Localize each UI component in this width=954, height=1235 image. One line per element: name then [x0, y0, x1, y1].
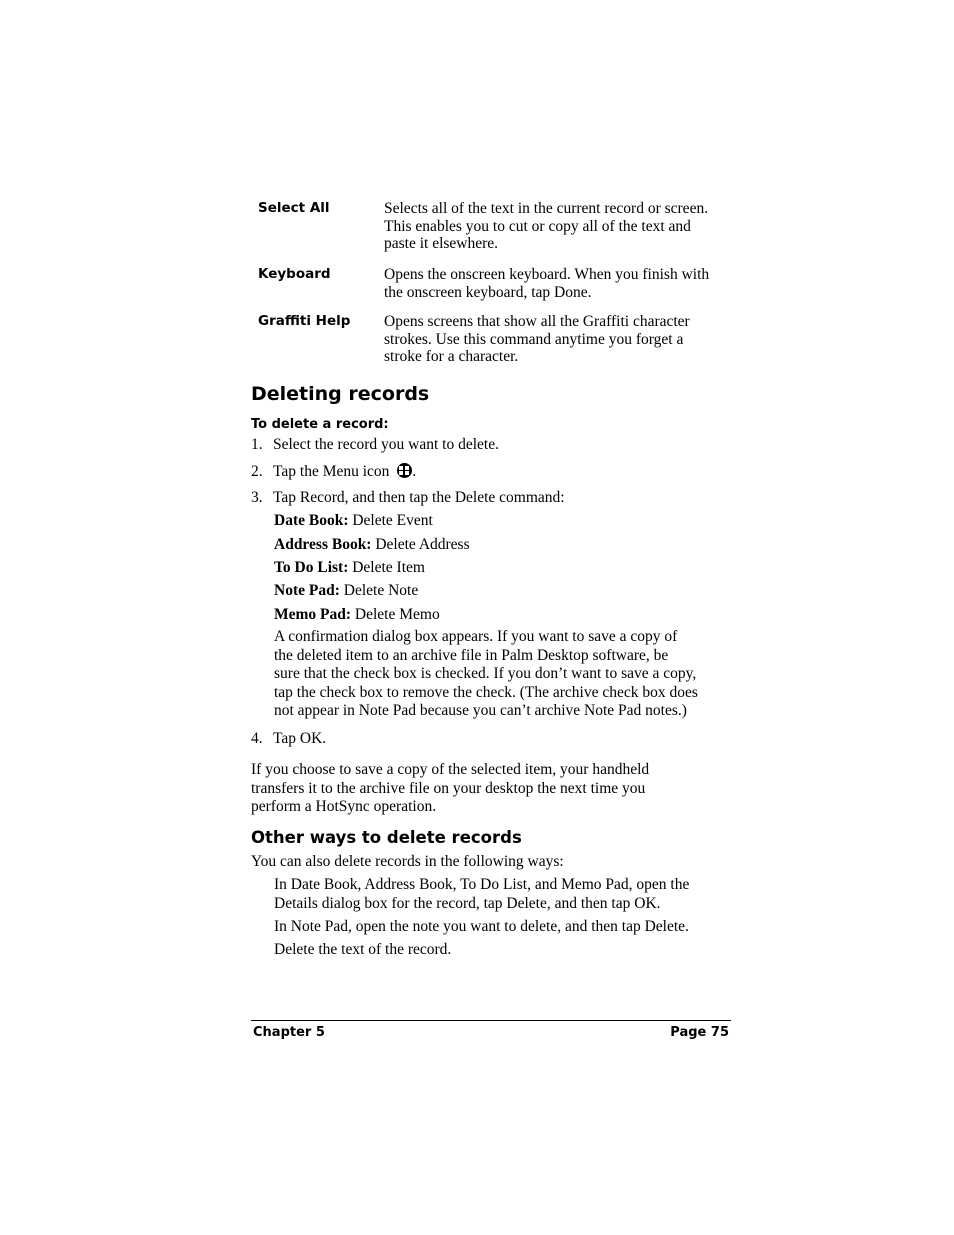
text-line: In Date Book, Address Book, To Do List, and Memo Pad, open the [274, 876, 690, 893]
delete-command-date-book [274, 512, 433, 530]
delete-command-address-book [274, 536, 470, 554]
desc-select-all: Selects all of the text in the current record or screen. This enables you to cut or copy all of the text and paste it elsewhere. [384, 200, 709, 252]
command-name: Delete Note [343, 582, 419, 599]
footer-rule [251, 1020, 731, 1021]
menu-icon [397, 463, 412, 478]
app-name: To Do List: [274, 559, 349, 576]
desc-graffiti-help: Opens screens that show all the Graffiti character strokes. Use this command anytime you forget a stroke for a character. [384, 313, 690, 365]
desc-keyboard: Opens the onscreen keyboard. When you finish with the onscreen keyboard, tap Done. [384, 266, 710, 301]
step-text: Tap Record, and then tap the Delete command: [273, 489, 565, 506]
command-name: Delete Item [352, 559, 425, 576]
section-heading: Deleting records [251, 383, 430, 405]
other-way-item-1 [274, 876, 689, 913]
step-number: 2. [251, 463, 263, 480]
step-number: 1. [251, 436, 263, 453]
procedure-heading: To delete a record: [251, 417, 389, 432]
footer-chapter: Chapter 5 [253, 1025, 325, 1040]
delete-command-to-do-list [274, 559, 425, 577]
step-text: Select the record you want to delete. [273, 436, 499, 453]
footer-page-number: Page 75 [670, 1025, 729, 1040]
term-keyboard: Keyboard [258, 266, 331, 282]
archive-paragraph [251, 761, 649, 817]
text-line: A confirmation dialog box appears. If you want to save a copy of [274, 628, 678, 645]
step-suffix: . [412, 463, 417, 480]
text-line: sure that the check box is checked. If you don’t want to save a copy, [274, 665, 697, 683]
text-line: Details dialog box for the record, tap Delete, and then tap OK. [274, 894, 661, 912]
confirmation-paragraph [274, 628, 698, 721]
app-name: Memo Pad: [274, 606, 352, 623]
step-text-with-icon [273, 463, 416, 481]
text-line: transfers it to the archive file on your desktop the next time you [251, 779, 646, 797]
app-name: Date Book: [274, 512, 349, 529]
step-number: 3. [251, 489, 263, 506]
delete-command-note-pad [274, 582, 418, 600]
app-name: Note Pad: [274, 582, 340, 599]
text-line: not appear in Note Pad because you can’t archive Note Pad notes.) [274, 702, 687, 720]
term-graffiti-help: Graffiti Help [258, 313, 351, 329]
term-select-all: Select All [258, 200, 330, 216]
step-text: Tap OK. [273, 730, 327, 747]
other-ways-intro: You can also delete records in the following ways: [251, 853, 564, 870]
step-number: 4. [251, 730, 263, 747]
text-line: the deleted item to an archive file in Palm Desktop software, be [274, 646, 669, 664]
command-name: Delete Event [352, 512, 433, 529]
other-ways-heading: Other ways to delete records [251, 828, 522, 847]
step-text: Tap the Menu icon [273, 463, 390, 480]
command-name: Delete Address [375, 536, 470, 553]
text-line: perform a HotSync operation. [251, 798, 437, 816]
other-way-item-2: In Note Pad, open the note you want to delete, and then tap Delete. [274, 918, 689, 935]
text-line: If you choose to save a copy of the selected item, your handheld [251, 761, 650, 778]
text-line: tap the check box to remove the check. (The archive check box does [274, 683, 698, 701]
delete-command-memo-pad [274, 606, 440, 624]
other-way-item-3: Delete the text of the record. [274, 941, 452, 958]
app-name: Address Book: [274, 536, 372, 553]
command-name: Delete Memo [354, 606, 440, 623]
